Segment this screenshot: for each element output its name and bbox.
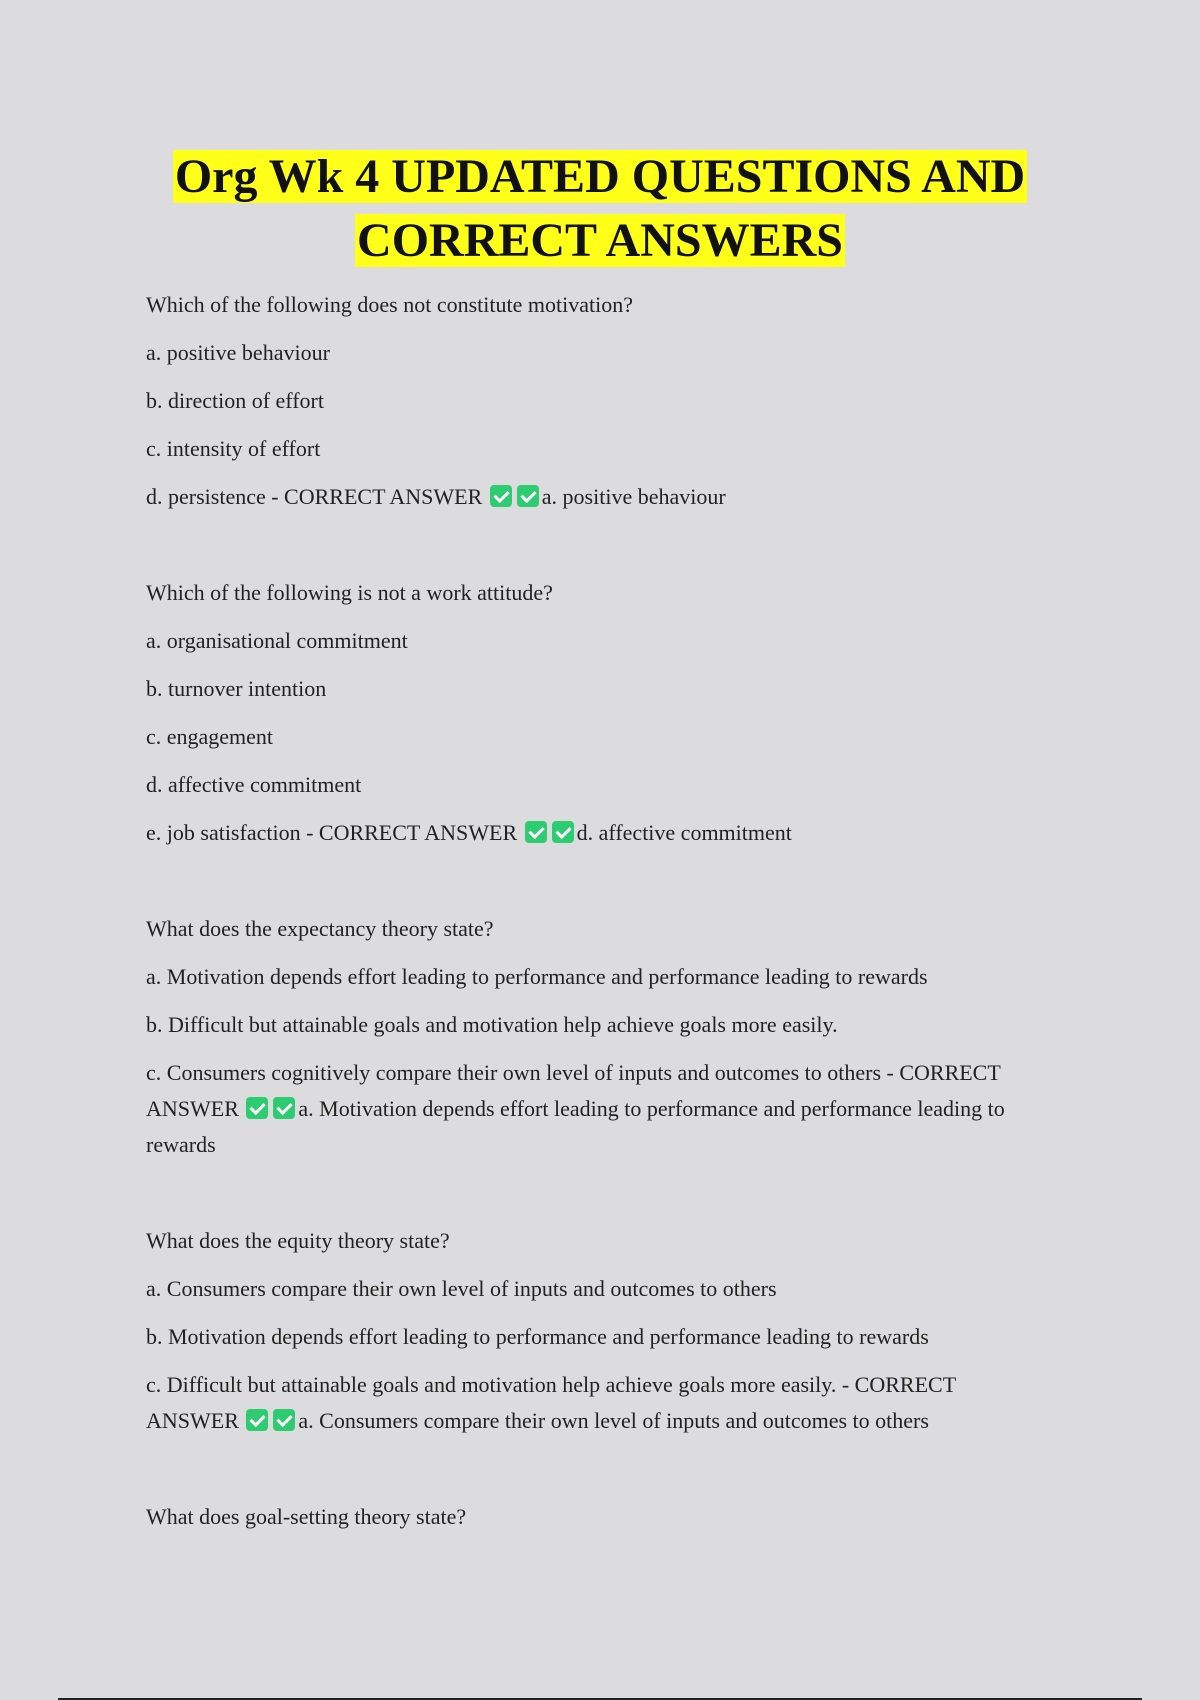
spacer [146, 527, 1046, 575]
option-item: c. intensity of effort [146, 436, 321, 461]
spacer [146, 863, 1046, 911]
question-text: Which of the following does not constitute motivation? [146, 292, 633, 317]
spacer [146, 1451, 1046, 1499]
correct-answer-text: d. affective commitment [576, 820, 792, 845]
question-block-2 [146, 575, 1046, 851]
option-item: a. positive behaviour [146, 340, 330, 365]
option-item: b. Difficult but attainable goals and motivation help achieve goals more easily. [146, 1012, 838, 1037]
answer-line [146, 479, 1046, 515]
check-mark-icon [246, 1409, 268, 1431]
check-mark-icon [525, 821, 547, 843]
question-block-4 [146, 1223, 1046, 1439]
option-item: c. engagement [146, 724, 274, 749]
title-line-2: CORRECT ANSWERS [357, 214, 843, 267]
question-text: What does goal-setting theory state? [146, 1504, 467, 1529]
question-block-5 [146, 1499, 1046, 1535]
check-mark-icon [517, 485, 539, 507]
last-option-text: c. Consumers cognitively compare their own level of inputs and outcomes to others - CORRECT ANSWER [146, 1060, 1001, 1121]
check-mark-icon [552, 821, 574, 843]
answer-line [146, 815, 1046, 851]
spacer [146, 1175, 1046, 1223]
question-text: What does the expectancy theory state? [146, 916, 494, 941]
check-mark-icon [246, 1097, 268, 1119]
qa-content [146, 287, 1046, 1547]
option-item: b. direction of effort [146, 388, 324, 413]
last-option-text: e. job satisfaction - CORRECT ANSWER [146, 820, 523, 845]
document-title [0, 145, 1200, 273]
correct-answer-text: a. positive behaviour [541, 484, 726, 509]
check-mark-icon [273, 1409, 295, 1431]
option-item: a. Consumers compare their own level of inputs and outcomes to others [146, 1276, 777, 1301]
last-option-text: d. persistence - CORRECT ANSWER [146, 484, 488, 509]
option-item: d. affective commitment [146, 772, 362, 797]
question-block-1 [146, 287, 1046, 515]
last-option-text: c. Difficult but attainable goals and motivation help achieve goals more easily. - CORRECT ANSWER [146, 1372, 956, 1433]
option-item: a. Motivation depends effort leading to performance and performance leading to rewards [146, 964, 928, 989]
check-mark-icon [490, 485, 512, 507]
option-item: a. organisational commitment [146, 628, 408, 653]
check-mark-icon [273, 1097, 295, 1119]
option-item: b. turnover intention [146, 676, 327, 701]
question-text: What does the equity theory state? [146, 1228, 450, 1253]
answer-line [146, 1367, 1046, 1439]
correct-answer-text: a. Motivation depends effort leading to performance and performance leading to rewards [146, 1096, 1005, 1157]
question-text: Which of the following is not a work attitude? [146, 580, 553, 605]
question-block-3 [146, 911, 1046, 1163]
title-line-1: Org Wk 4 UPDATED QUESTIONS AND [174, 150, 1026, 203]
correct-answer-text: a. Consumers compare their own level of inputs and outcomes to others [298, 1408, 929, 1433]
answer-line [146, 1055, 1046, 1163]
option-item: b. Motivation depends effort leading to performance and performance leading to rewards [146, 1324, 929, 1349]
